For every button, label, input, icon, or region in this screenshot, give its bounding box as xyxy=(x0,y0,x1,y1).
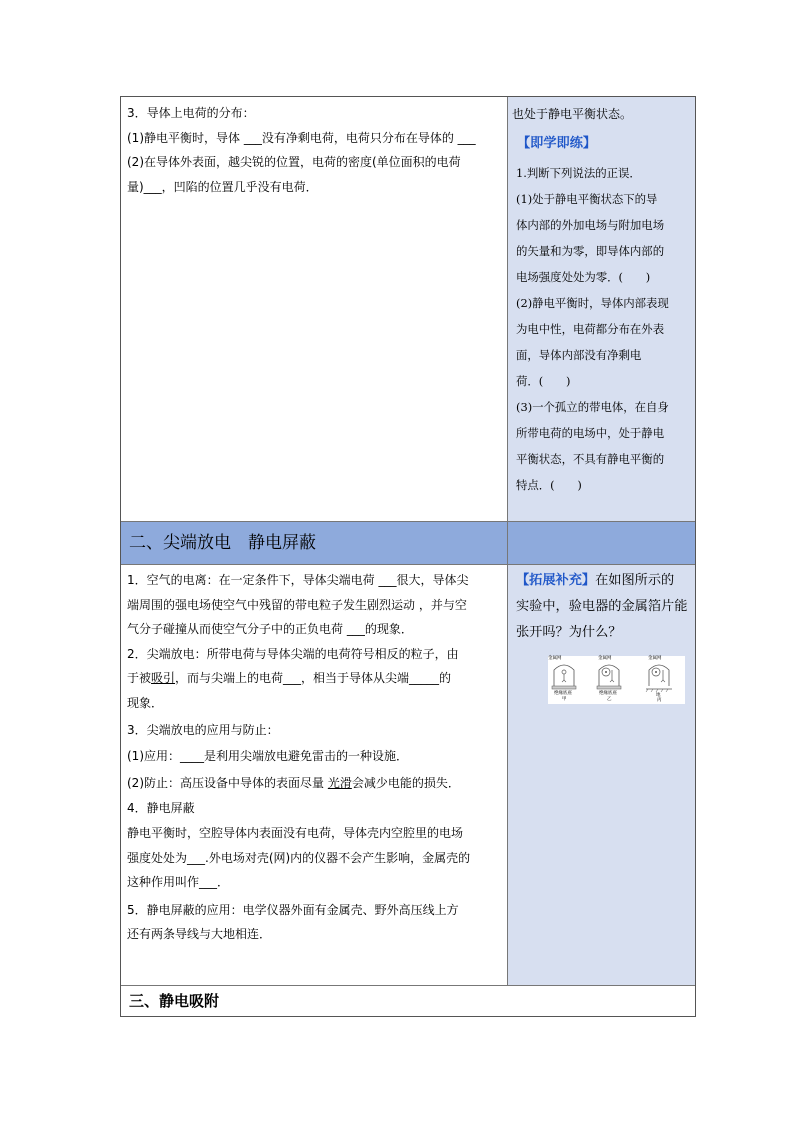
figure-label: 金属网 xyxy=(598,656,612,661)
question-line: (2)静电平衡时，导体内部表现 xyxy=(516,296,669,310)
electroscope-diagram xyxy=(548,656,685,704)
text-line: 端周围的强电场使空气中残留的带电粒子发生剧烈运动 ，并与空 xyxy=(127,597,467,612)
figure-label: 金属网 xyxy=(648,656,662,661)
figure-label: 丙 xyxy=(657,698,662,703)
text-line: 现象． xyxy=(127,695,164,710)
question-line: 为电中性，电荷都分布在外表 xyxy=(516,322,665,336)
text-line: 这种作用叫作___． xyxy=(127,875,230,890)
text-line: 3．尖端放电的应用与防止： xyxy=(127,722,279,737)
figure-label: 金属网 xyxy=(548,656,562,661)
text-line: (1)应用：____是利用尖端放电避免雷击的一种设施． xyxy=(127,749,408,764)
text-line: 2．尖端放电：所带电荷与导体尖端的电荷符号相反的粒子，由 xyxy=(127,646,459,661)
text-line: 量)___，凹陷的位置几乎没有电荷． xyxy=(127,179,318,194)
figure-label: 甲 xyxy=(562,697,567,702)
figure-label: 乙 xyxy=(607,697,612,702)
text-line: 【拓展补充】在如图所示的 xyxy=(516,573,675,588)
question-line: 电场强度处处为零．( ) xyxy=(516,270,651,284)
electroscope-figure xyxy=(548,656,685,704)
text-line: 于被吸引，而与尖端上的电荷___，相当于导体从尖端_____的 xyxy=(127,671,452,686)
text-line: 3．导体上电荷的分布： xyxy=(127,106,255,120)
section1-right-cell xyxy=(508,97,695,521)
question-line: (1)处于静电平衡状态下的导 xyxy=(516,192,658,206)
figure-label: 地 xyxy=(656,693,661,698)
section2-left-cell xyxy=(121,565,508,985)
question-line: 1.判断下列说法的正误． xyxy=(516,166,641,180)
text-line: 4．静电屏蔽 xyxy=(127,801,195,816)
text-line: 强度处处为___.外电场对壳(网)内的仪器不会产生影响，金属壳的 xyxy=(127,850,471,865)
text-line: 1．空气的电离：在一定条件下，导体尖端电荷 ___很大，导体尖 xyxy=(127,573,469,587)
text-line: 还有两条导线与大地相连． xyxy=(127,927,272,942)
section-heading-row xyxy=(121,521,695,565)
question-line: 的矢量和为零，即导体内部的 xyxy=(516,244,665,258)
question-line: 特点．( ) xyxy=(516,478,582,492)
content-table xyxy=(120,96,696,1017)
text-line: (2)在导体外表面，越尖锐的位置，电荷的密度(单位面积的电荷 xyxy=(127,155,461,170)
question-line: 体内部的外加电场与附加电场 xyxy=(516,218,665,232)
text-line: 静电平衡时，空腔导体内表面没有电荷，导体壳内空腔里的电场 xyxy=(127,825,464,840)
section1-left-cell xyxy=(121,97,508,521)
section2-right-cell xyxy=(508,565,695,985)
question-line: 平衡状态，不具有静电平衡的 xyxy=(516,452,665,466)
question-line: (3)一个孤立的带电体，在自身 xyxy=(516,400,669,414)
practice-tag: 【即学即练】 xyxy=(517,136,597,151)
figure-label: 绝缘底座 xyxy=(599,691,617,696)
question-line: 所带电荷的电场中，处于静电 xyxy=(516,426,665,440)
section-heading: 二、尖端放电 静电屏蔽 xyxy=(129,533,316,553)
question-line: 面，导体内部没有净剩电 xyxy=(516,348,642,362)
text-line: 5．静电屏蔽的应用：电学仪器外面有金属壳、野外高压线上方 xyxy=(127,902,459,917)
text-line: 张开吗？为什么？ xyxy=(516,625,622,640)
text-line: 气分子碰撞从而使空气分子中的正负电荷 ___的现象． xyxy=(127,622,413,637)
question-line: 荷．( ) xyxy=(516,374,571,388)
text-line: (1)静电平衡时，导体 ___没有净剩电荷，电荷只分布在导体的 ___ xyxy=(127,130,476,145)
text-line: 也处于静电平衡状态。 xyxy=(512,107,633,121)
text-line: (2)防止：高压设备中导体的表面尽量 光滑会减少电能的损失． xyxy=(127,775,460,790)
section-heading-row xyxy=(121,985,695,1016)
section-heading: 三、静电吸附 xyxy=(129,992,220,1010)
extension-tag: 【拓展补充】 xyxy=(516,573,596,588)
figure-label: 绝缘底座 xyxy=(554,691,572,696)
text-line: 实验中，验电器的金属箔片能 xyxy=(516,599,688,614)
